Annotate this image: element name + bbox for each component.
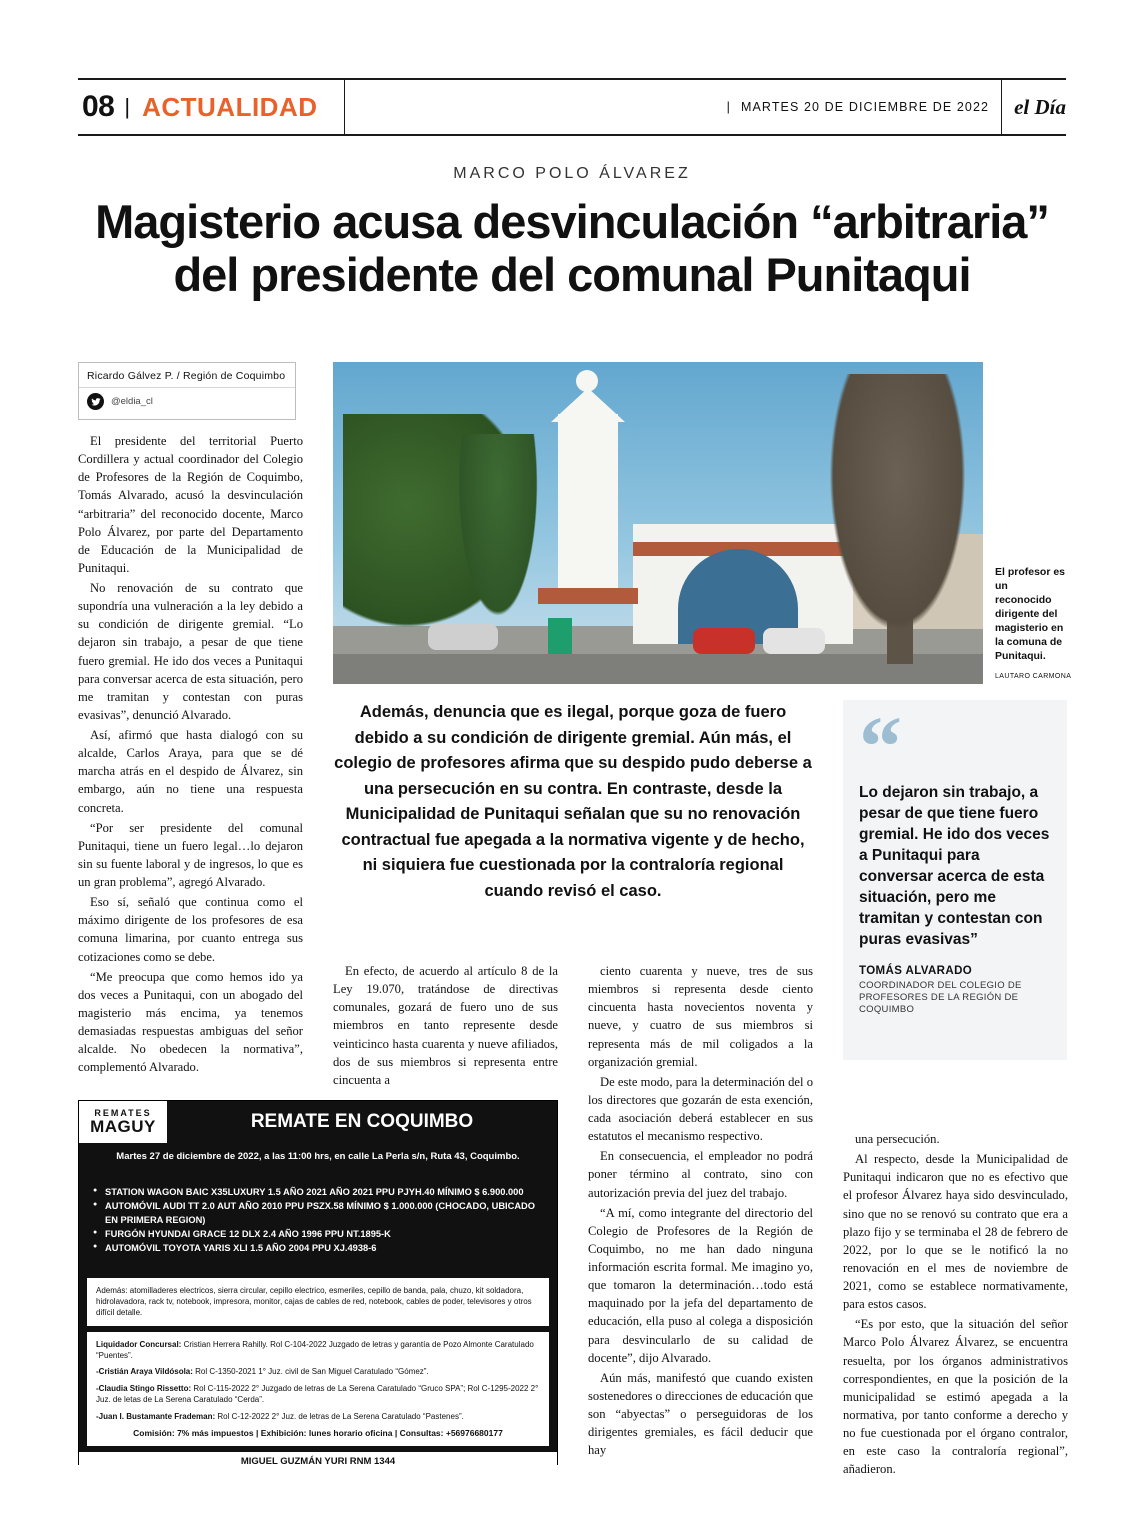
body-column-4 [843,1130,1068,1480]
issue-date [727,80,1001,134]
article-lead: Además, denuncia que es ilegal, porque goza de fuero debido a su condición de dirigente gremial. Aún más, el colegio de profesores afirma que su despido pudo deberse a una persecución en su contra. En contraste, desde la Municipalidad de Punitaqui señalan que su no renovación contractual fue apegada a la normativa vigente y de hecho, ni siquiera fue cuestionada por la contraloría regional cuando revisó el caso. [334,703,812,900]
photo-tree-right [815,374,965,664]
ad-title: REMATE EN COQUIMBO [250,1111,474,1132]
page-number: 08 [82,90,115,123]
paragraph: una persecución. [855,1132,940,1146]
paragraph: De este modo, para la determinación del o los directores que gozarán de esta exención, cada asociación deberá establecer en sus estatutos el mecanismo respectivo. [588,1074,813,1144]
quote-author: TOMÁS ALVARADO [859,964,973,977]
ad-logo-line-1: REMATES [94,1108,152,1118]
ad-legal-text-1: Cristian Herrera Rahilly. Rol C-104-2022 Juzgado de letras y garantía de Pozo Almonte Caratulado “Puentes”. [96,1339,534,1361]
masthead-separator: | [124,94,131,119]
headline-line-1: Magisterio acusa desvinculación “arbitraria” [95,195,1049,248]
advertisement[interactable] [78,1100,558,1465]
paragraph: Aún más, manifestó que cuando existen sostenedores o direcciones de educación que son “abyectas” o perseguidoras de los dirigentes gremiales, es fácil deducir que hay [588,1370,813,1458]
ad-legal-text-3: Rol C-115-2022 2° Juzgado de letras de La Serena Caratulado “Gruco SPA”; Rol C-1295-2022 2° Juz. de letas de La Serena Caratulado “Cerda”. [96,1383,539,1405]
body-column-1 [78,432,303,1078]
paragraph: Así, afirmó que hasta dialogó con su alcalde, Carlos Araya, para que se dé marcha atrás en el despido de Álvarez, sin embargo, aún no tiene una respuesta concreta. [78,728,303,815]
paragraph: “Es por esto, que la situación del señor Marco Polo Álvarez Álvarez, se encuentra resuelta, por los órganos administrativos correspondientes, en que la posición de la municipalidad se estimó apegada a la normativa, por tanto conforme a derecho y no fue cuestionada por el órgano contralor, en este caso la contraloría regional”, añadieron. [843,1317,1068,1477]
author-handle: @eldia_cl [111,396,153,407]
ad-footer: MIGUEL GUZMÁN YURI RNM 1344 [79,1452,557,1471]
paragraph: “Me preocupa que como hemos ido ya dos veces a Punitaqui, con un abogado del magisterio más encima, ya tenemos demasiadas respuestas ambiguas del señor alcalde. No obedecen la normativa”, complementó Alvarado. [78,969,303,1075]
photo-tower-roof-tile [538,588,638,604]
ad-subtitle: Martes 27 de diciembre de 2022, a las 11:00 hrs, en calle La Perla s/n, Ruta 43, Coquimbo. [116,1151,520,1162]
photo-tower-sphere [576,370,598,392]
ad-terms: Comisión: 7% más impuestos | Exhibición: lunes horario oficina | Consultas: +56976680177 [133,1427,503,1438]
ad-legal-label-2: -Cristián Araya Vildósola: [96,1367,193,1377]
ad-item-list [79,1184,557,1262]
pull-quote [843,700,1067,1060]
paragraph: “A mí, como integrante del directorio del Colegio de Profesores de la Región de Coquimbo, no me han dado ninguna información escrita formal. Me imagino yo, que tomaron la determinación…todo está maquinado por la jefa del departamento de educación, ella puso al colega a disposición para desvincularlo de su calidad de docente”, dijo Alvarado. [588,1205,813,1365]
headline-line-2: del presidente del comunal Punitaqui [173,247,971,301]
twitter-icon [87,393,104,410]
photo-car-red [693,628,755,654]
ad-legal-block [87,1332,549,1446]
ad-legal-label-4: -Juan I. Bustamante Frademan: [96,1411,216,1421]
paragraph: El presidente del territorial Puerto Cordillera y actual coordinador del Colegio de Profesores de la Región de Coquimbo, Tomás Alvarado, acusó la desvinculación “arbitraria” del reconocido docente, Marco Polo Álvarez, por parte del Departamento de Educación de la Municipalidad de Punitaqui. [78,434,303,575]
ad-legal-text-2: Rol C-1350-2021 1° Juz. civil de San Miguel Caratulado “Gómez”. [195,1367,429,1377]
list-item: ● FURGÓN HYUNDAI GRACE 12 DLX 2.4 AÑO 1996 PPU NT.1895-K [93,1228,543,1242]
photo-tower [558,414,618,594]
ad-header [79,1101,557,1143]
paragraph: Al respecto, desde la Municipalidad de Punitaqui indicaron que no es efectivo que el profesor Álvarez haya sido desvinculado, sino que no se renovó su contrato que era a plazo fijo y se terminaba el 28 de febrero de 2022, por lo que se le notificó la no renovación en el mes de noviembre de 2021, como se establece normativamente, para estos casos. [843,1152,1068,1312]
brand-logo: el Día [1001,80,1066,134]
article-photo [333,362,983,684]
paragraph: En consecuencia, el empleador no podrá poner término al contrato, sino con autorización previa del juez del trabajo. [588,1149,813,1200]
ad-legal-label-3: -Claudia Stingo Rissetto: [96,1383,192,1393]
photo-car-grey [428,624,498,650]
ad-legal-line-4 [96,1411,540,1422]
date-text: MARTES 20 DE DICIEMBRE DE 2022 [740,100,990,114]
quote-text: Lo dejaron sin trabajo, a pesar de que tiene fuero gremial. He ido dos veces a Punitaqui para conversar acerca de esta situación, pero me tramitan y contestan con puras evasivas” [859,783,1050,949]
quote-mark-icon: “ [859,698,902,794]
author-box [78,362,296,420]
list-item: ● STATION WAGON BAIC X35LUXURY 1.5 AÑO 2021 AÑO 2021 PPU PJYH.40 MÍNIMO $ 6.900.000 [93,1186,543,1200]
ad-legal-line-2 [96,1366,540,1377]
photo-caption: El profesor es un reconocido dirigente del magisterio en la comuna de Punitaqui. [995,566,1066,663]
ad-extra-items [87,1278,549,1326]
ad-logo-line-2: MAGUY [90,1117,156,1136]
photo-green-box [548,618,572,654]
ad-logo [79,1101,167,1143]
page-title [78,196,1066,301]
ad-legal-label-1: Liquidador Concursal: [96,1339,182,1349]
paragraph: No renovación de su contrato que supondría una vulneración a la ley debido a su condición de dirigente gremial. “Lo dejaron sin trabajo, a pesar de que tiene fuero gremial. He ido dos veces a Punitaqui para conversar acerca de esta situación, pero me tramitan y contestan con puras evasivas”, denunció Alvarado. [78,581,303,722]
list-item: ● AUTOMÓVIL AUDI TT 2.0 AUT AÑO 2010 PPU PSZX.58 MÍNIMO $ 1.000.000 (CHOCADO, UBICADO EN PRIMERA REGION) [93,1200,543,1228]
photo-car-white [763,628,825,654]
masthead [78,78,1066,136]
ad-legal-line-1 [96,1339,540,1362]
photo-credit: LAUTARO CARMONA [995,673,1072,680]
date-bar: | [726,100,731,114]
body-column-3 [588,962,813,1461]
paragraph: Eso sí, señaló que continua como el máximo dirigente de los profesores de esa comuna limarina, por cuanto entrega sus cotizaciones como se debe. [78,895,303,964]
author-handle-row[interactable] [79,388,295,415]
author-name: Ricardo Gálvez P. / Región de Coquimbo [79,363,295,388]
paragraph: ciento cuarenta y nueve, tres de sus miembros si representa desde ciento cincuenta hasta novecientos noventa y nueve, y cuatro de sus miembros si representa más de mil coligados a la organización gremial. [588,964,813,1069]
body-column-2 [333,962,558,1091]
ad-legal-line-3 [96,1383,540,1406]
list-item: ● AUTOMÓVIL TOYOTA YARIS XLI 1.5 AÑO 2004 PPU XJ.4938-6 [93,1242,543,1256]
ad-legal-text-4: Rol C-12-2022 2° Juz. de letras de La Serena Caratulado “Pastenes”. [217,1411,464,1421]
ad-extra-text: Además: atomilladeres electricos, sierra circular, cepillo electrico, esmeriles, cepillo de banda, pala, chuzo, kit soldadora, hidrolavadora, rack tv, notebook, impresora, monitor, cajas de cables de red, notebook, cables de poder, televisores y otros difícil detalle. [96,1285,532,1318]
photo-palm-tree [453,434,543,634]
paragraph: “Por ser presidente del comunal Punitaqui, tiene un fuero legal…lo dejaron sin su fuente laboral y de ingresos, lo que es un gran problema”, agregó Alvarado. [78,820,303,889]
quote-author-role: COORDINADOR DEL COLEGIO DE PROFESORES DE LA REGIÓN DE COQUIMBO [859,979,1022,1016]
article-kicker: MARCO POLO ÁLVAREZ [453,165,691,182]
section-title: ACTUALIDAD [142,91,318,122]
paragraph: En efecto, de acuerdo al artículo 8 de la Ley 19.070, tratándose de directivas comunales, gozará de fuero uno de sus miembros en tanto represente desde veinticinco hasta cuarenta y nueve afiliados, dos de sus miembros si representa entre cincuenta a [333,964,558,1087]
masthead-spacer [345,80,727,134]
